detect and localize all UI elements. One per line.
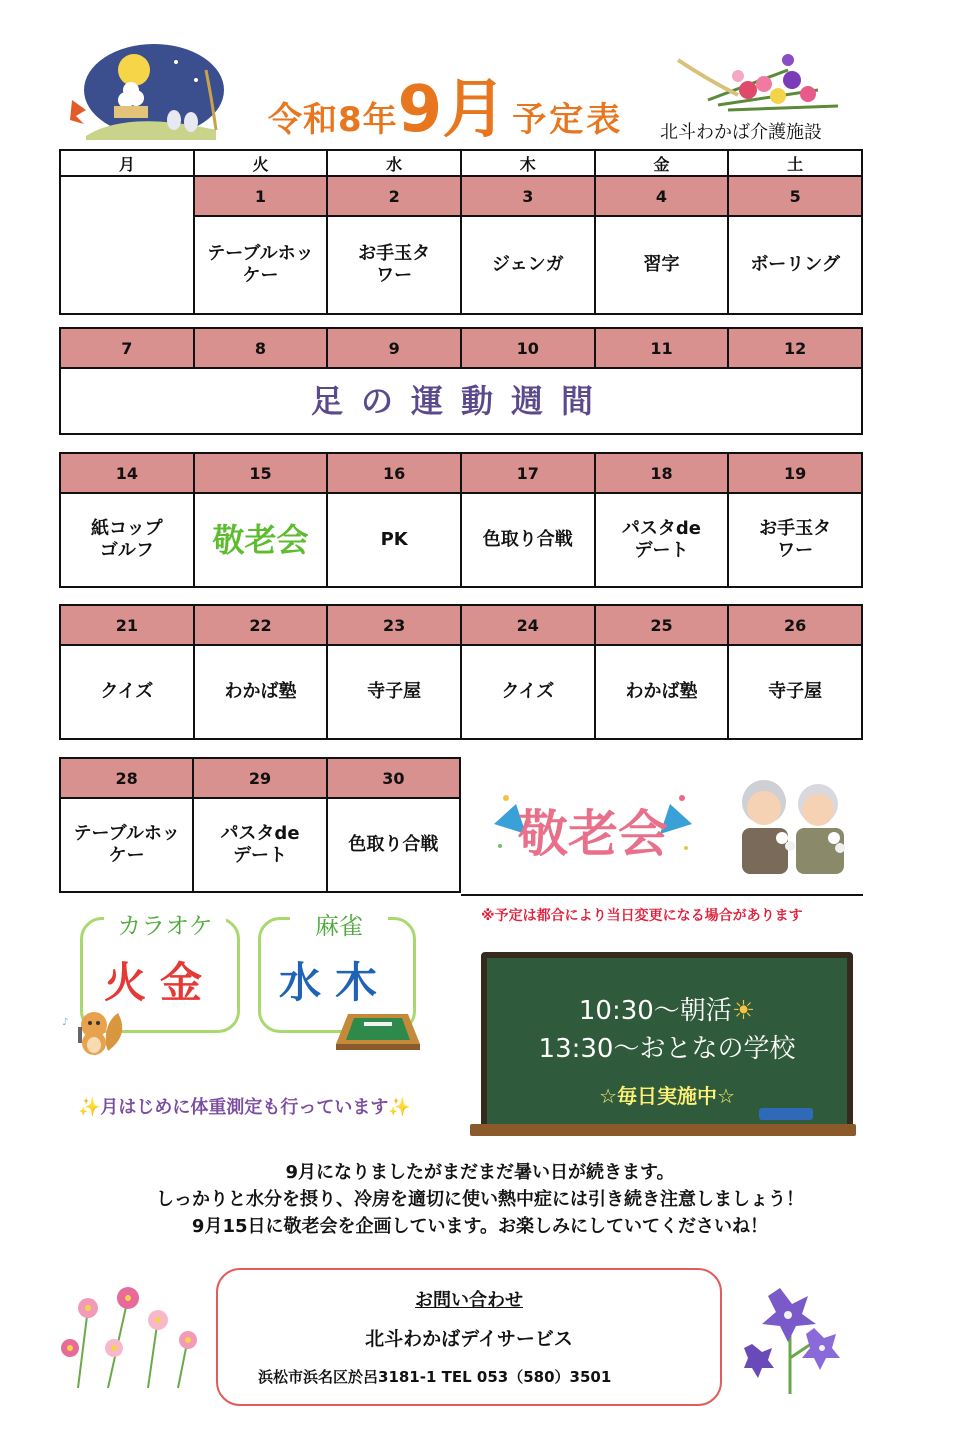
eraser-icon — [759, 1108, 813, 1120]
weekday-header: 月 — [60, 150, 194, 176]
date-cell: 14 — [60, 453, 194, 493]
date-cell: 3 — [461, 176, 595, 216]
blackboard-line-2: 13:30～おとなの学校 — [538, 1034, 796, 1064]
mahjong-day: 木 — [335, 958, 392, 1007]
weekday-header: 火 — [194, 150, 328, 176]
date-cell: 26 — [728, 605, 862, 645]
squirrel-singing-illustration — [60, 1005, 132, 1057]
event-cell: パスタdeデート — [595, 493, 729, 587]
date-cell: 16 — [327, 453, 461, 493]
event-cell: ジェンガ — [461, 216, 595, 314]
flower-bouquet-illustration — [668, 40, 858, 118]
event-cell: わかば塾 — [194, 645, 328, 739]
sun-icon: ☀ — [731, 996, 756, 1026]
calendar-week-3 — [59, 452, 863, 588]
morning-activity-text: 10:30～朝活 — [578, 996, 732, 1026]
message-line: 9月15日に敬老会を企画しています。お楽しみにしていてくださいね！ — [191, 1216, 769, 1237]
event-cell: わかば塾 — [595, 645, 729, 739]
facility-name: 北斗わかば介護施設 — [660, 122, 822, 143]
date-cell: 12 — [728, 328, 862, 368]
contact-address: 浜松市浜名区於呂3181-1 TEL 053（580）3501 — [258, 1368, 612, 1386]
date-cell: 25 — [595, 605, 729, 645]
event-cell: ボーリング — [728, 216, 862, 314]
event-cell: お手玉タワー — [728, 493, 862, 587]
bellflower-illustration — [740, 1278, 850, 1396]
blackboard-tray — [470, 1124, 856, 1136]
mahjong-days — [270, 950, 400, 1010]
title-schedule: 予定表 — [512, 100, 624, 140]
mahjong-table-illustration — [334, 1010, 422, 1052]
event-cell-keirokai: 敬老会 — [194, 493, 328, 587]
date-cell: 15 — [194, 453, 328, 493]
date-cell: 28 — [60, 758, 193, 798]
date-cell: 10 — [461, 328, 595, 368]
blackboard-line-1 — [487, 990, 847, 1027]
title-era: 令和8年 — [268, 100, 398, 140]
date-cell: 29 — [193, 758, 326, 798]
change-notice: ※予定は都合により当日変更になる場合があります — [481, 908, 803, 924]
date-cell: 24 — [461, 605, 595, 645]
date-cell: 19 — [728, 453, 862, 493]
date-cell: 22 — [194, 605, 328, 645]
contact-name: 北斗わかばデイサービス — [365, 1328, 573, 1350]
event-cell: 習字 — [595, 216, 729, 314]
date-cell: 7 — [60, 328, 194, 368]
karaoke-day: 金 — [160, 958, 217, 1007]
date-cell: 5 — [728, 176, 862, 216]
calendar-week-5 — [59, 757, 461, 893]
event-cell: クイズ — [60, 645, 194, 739]
date-cell: 4 — [595, 176, 729, 216]
calendar-week-2 — [59, 327, 863, 435]
weekday-header: 土 — [728, 150, 862, 176]
event-cell: クイズ — [461, 645, 595, 739]
keirokai-art — [486, 790, 700, 870]
event-cell: お手玉タワー — [327, 216, 461, 314]
title-month: 9月 — [397, 73, 507, 147]
svg-text:♪: ♪ — [62, 1017, 69, 1028]
week-banner: 足の運動週間 — [60, 368, 862, 434]
message-line: しっかりと水分を摂り、冷房を適切に使い熱中症には引き続き注意しましょう！ — [156, 1189, 804, 1210]
contact-box — [216, 1268, 722, 1406]
karaoke-days — [90, 950, 230, 1010]
weekday-header: 金 — [595, 150, 729, 176]
event-cell: 色取り合戦 — [327, 798, 460, 892]
weekday-header: 木 — [461, 150, 595, 176]
calendar-week-1 — [59, 149, 863, 315]
calendar-week-4 — [59, 604, 863, 740]
date-cell: 23 — [327, 605, 461, 645]
karaoke-day: 火 — [103, 958, 160, 1007]
date-cell: 17 — [461, 453, 595, 493]
contact-heading: お問い合わせ — [415, 1290, 523, 1311]
keirokai-art-text: 敬老会 — [518, 805, 668, 863]
weekday-header: 水 — [327, 150, 461, 176]
date-cell: 30 — [327, 758, 460, 798]
moon-rabbit-illustration — [66, 40, 226, 140]
event-cell: テーブルホッケー — [60, 798, 193, 892]
date-cell: 11 — [595, 328, 729, 368]
mahjong-label: 麻雀 — [290, 906, 388, 941]
blackboard-line-3: ☆毎日実施中☆ — [599, 1084, 735, 1108]
cosmos-flower-illustration — [48, 1278, 210, 1390]
page-title — [268, 58, 648, 147]
mahjong-day: 水 — [278, 958, 335, 1007]
event-cell: テーブルホッケー — [194, 216, 328, 314]
date-cell: 1 — [194, 176, 328, 216]
event-cell: 寺子屋 — [728, 645, 862, 739]
blackboard — [481, 952, 853, 1134]
empty-cell — [60, 176, 194, 314]
date-cell: 8 — [194, 328, 328, 368]
date-cell: 2 — [327, 176, 461, 216]
event-cell: PK — [327, 493, 461, 587]
date-cell: 9 — [327, 328, 461, 368]
weigh-note: ✨月はじめに体重測定も行っています✨ — [78, 1097, 411, 1118]
event-cell: 紙コップゴルフ — [60, 493, 194, 587]
event-cell: 寺子屋 — [327, 645, 461, 739]
message-line: 9月になりましたがまだまだ暑い日が続きます。 — [285, 1162, 675, 1183]
divider-line — [461, 894, 863, 896]
date-cell: 18 — [595, 453, 729, 493]
event-cell: パスタdeデート — [193, 798, 326, 892]
event-cell: 色取り合戦 — [461, 493, 595, 587]
elderly-couple-illustration — [730, 772, 854, 876]
date-cell: 21 — [60, 605, 194, 645]
karaoke-label: カラオケ — [104, 906, 226, 941]
